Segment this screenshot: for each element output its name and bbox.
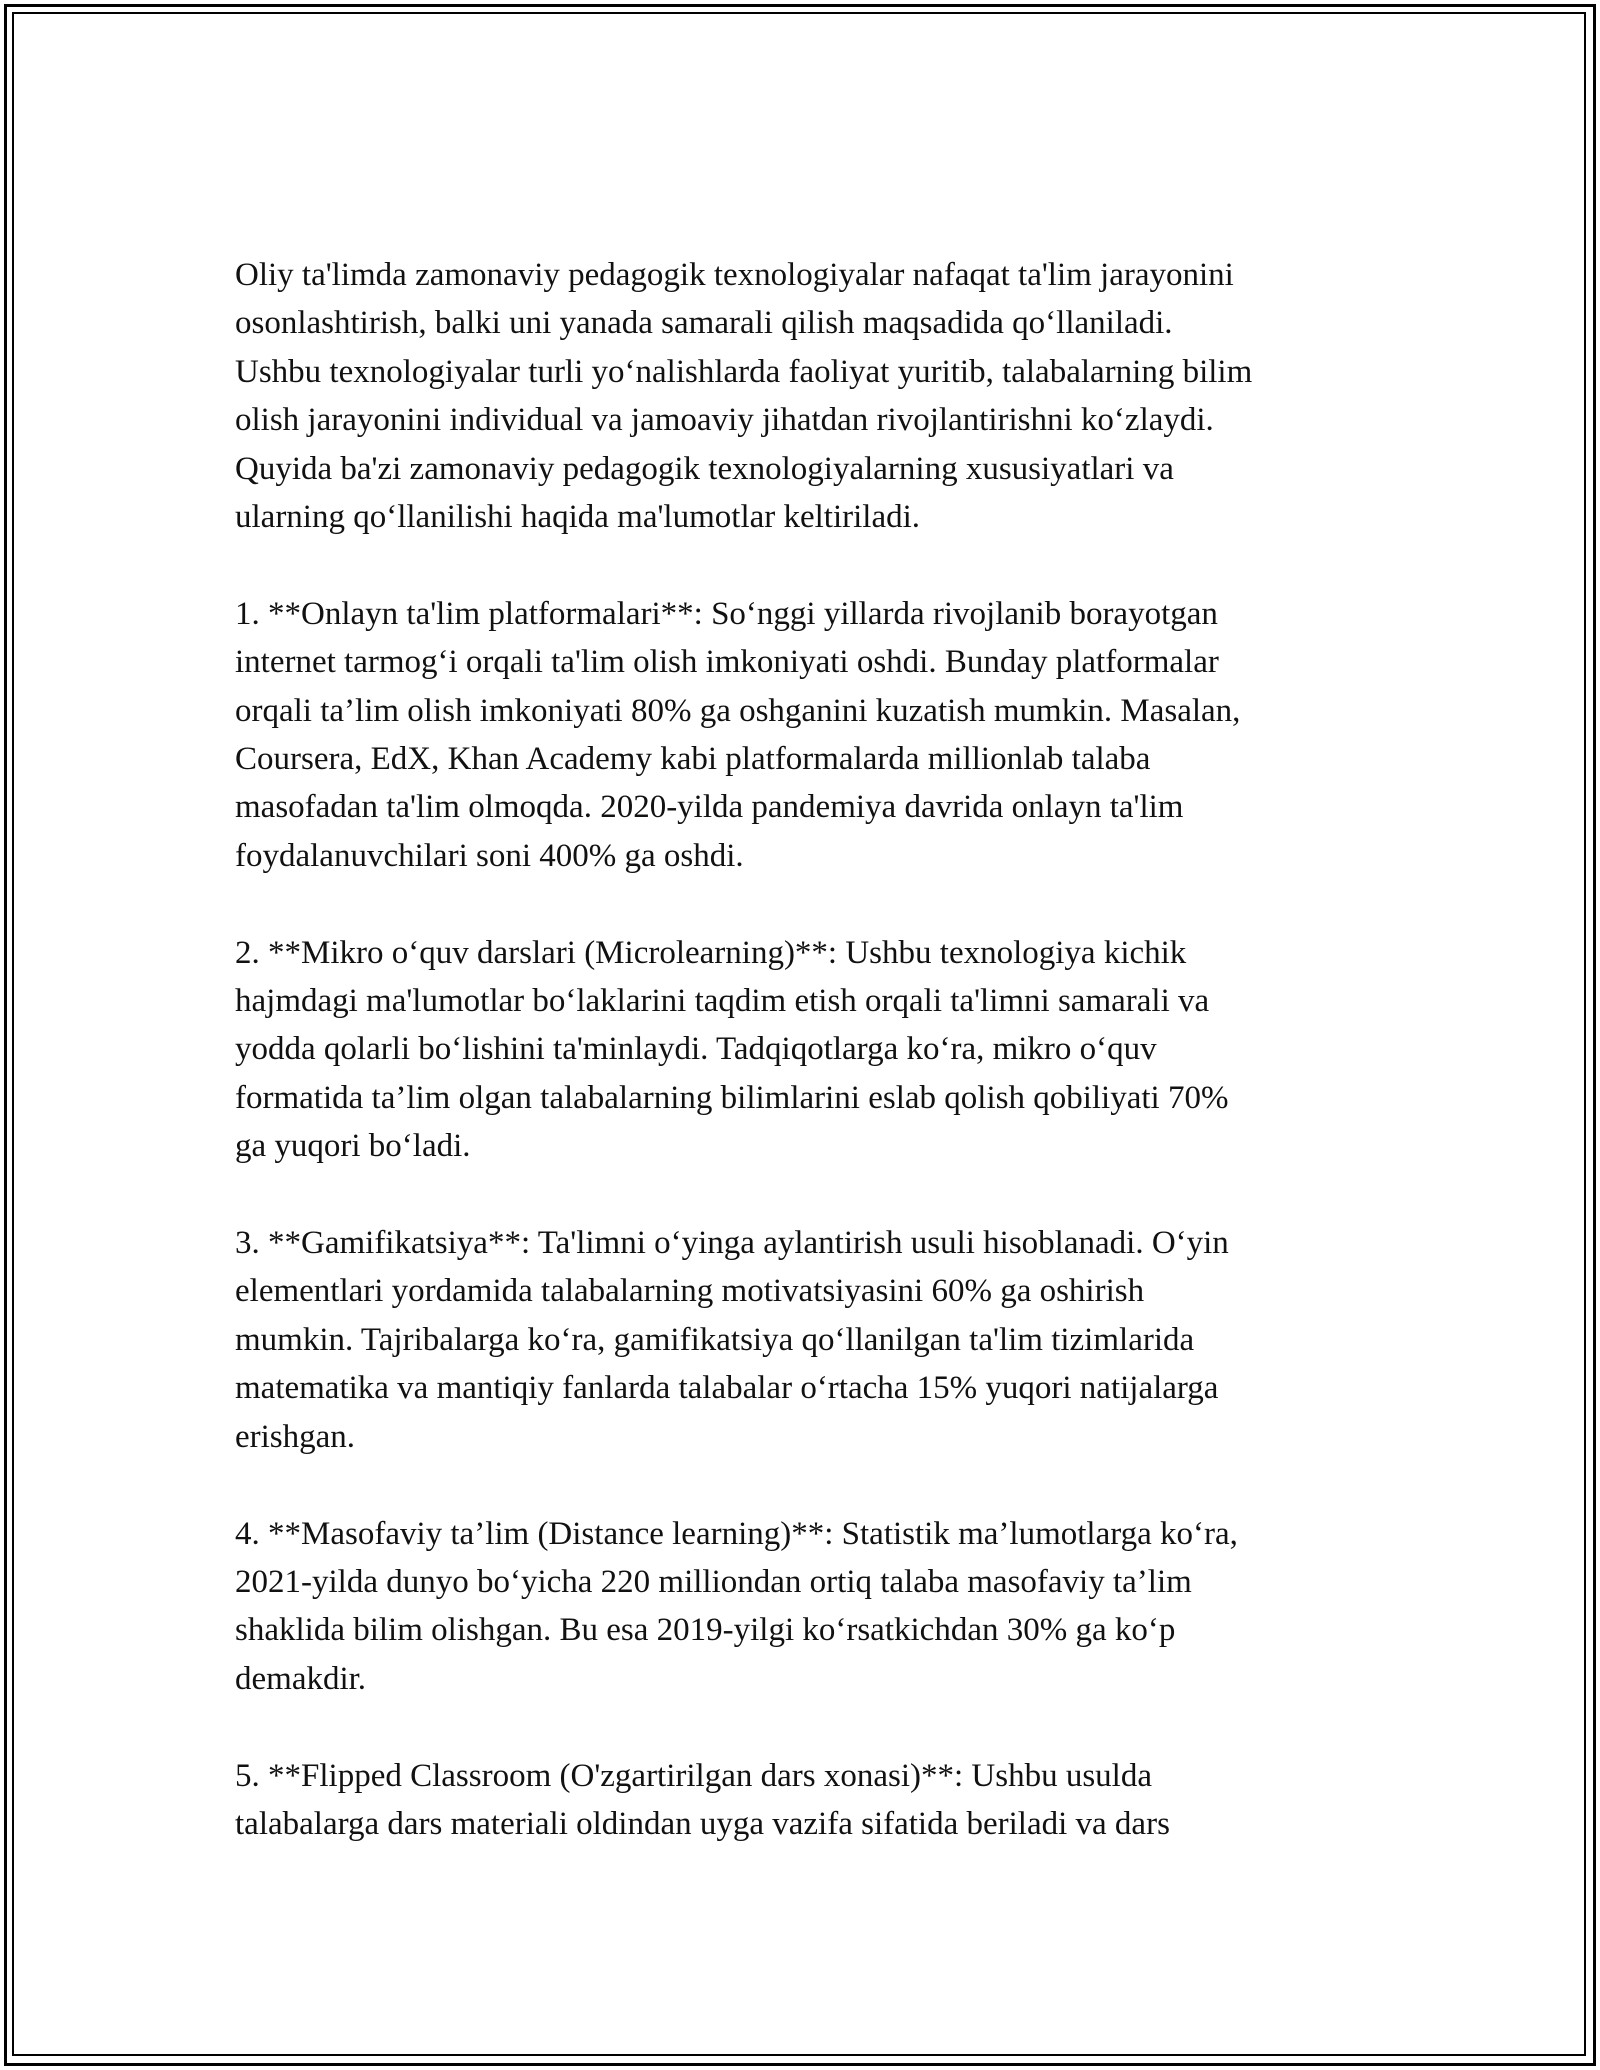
text-line: Coursera, EdX, Khan Academy kabi platformalarda millionlab talaba <box>235 741 1151 778</box>
text-line: 5. **Flipped Classroom (O'zgartirilgan dars xonasi)**: Ushbu usulda <box>235 1757 1152 1794</box>
text-line: 2. **Mikro o‘quv darslari (Microlearning)**: Ushbu texnologiya kichik <box>235 934 1187 971</box>
text-line: olish jarayonini individual va jamoaviy jihatdan rivojlantirishni ko‘zlaydi. <box>235 402 1214 439</box>
intro-paragraph <box>235 251 1405 541</box>
item-flipped-classroom <box>235 1752 1405 1849</box>
text-line: ga yuqori bo‘ladi. <box>235 1128 471 1165</box>
text-line: orqali ta’lim olish imkoniyati 80% ga oshganini kuzatish mumkin. Masalan, <box>235 692 1241 729</box>
text-line: osonlashtirish, balki uni yanada samarali qilish maqsadida qo‘llaniladi. <box>235 305 1173 342</box>
text-line: Ushbu texnologiyalar turli yo‘nalishlarda faoliyat yuritib, talabalarning bilim <box>235 353 1253 390</box>
text-line: elementlari yordamida talabalarning motivatsiyasini 60% ga oshirish <box>235 1273 1145 1310</box>
text-line: formatida ta’lim olgan talabalarning bilimlarini eslab qolish qobiliyati 70% <box>235 1079 1229 1116</box>
document-body <box>235 251 1405 1897</box>
item-microlearning <box>235 929 1405 1171</box>
text-line: erishgan. <box>235 1418 356 1455</box>
item-gamification <box>235 1219 1405 1461</box>
item-distance-learning <box>235 1510 1405 1704</box>
text-line: masofadan ta'lim olmoqda. 2020-yilda pandemiya davrida onlayn ta'lim <box>235 789 1184 826</box>
text-line: 2021-yilda dunyo bo‘yicha 220 milliondan ortiq talaba masofaviy ta’lim <box>235 1563 1192 1600</box>
text-line: foydalanuvchilari soni 400% ga oshdi. <box>235 837 744 874</box>
text-line: matematika va mantiqiy fanlarda talabalar o‘rtacha 15% yuqori natijalarga <box>235 1370 1219 1407</box>
text-line: ularning qo‘llanilishi haqida ma'lumotlar keltiriladi. <box>235 499 921 536</box>
text-line: mumkin. Tajribalarga ko‘ra, gamifikatsiya qo‘llanilgan ta'lim tizimlarida <box>235 1321 1195 1358</box>
text-line: Oliy ta'limda zamonaviy pedagogik texnologiyalar nafaqat ta'lim jarayonini <box>235 257 1234 293</box>
text-line: demakdir. <box>235 1660 367 1697</box>
text-line: 3. **Gamifikatsiya**: Ta'limni o‘yinga aylantirish usuli hisoblanadi. O‘yin <box>235 1225 1229 1262</box>
text-line: talabalarga dars materiali oldindan uyga vazifa sifatida beriladi va dars <box>235 1805 1170 1842</box>
text-line: 1. **Onlayn ta'lim platformalari**: So‘nggi yillarda rivojlanib borayotgan <box>235 595 1218 632</box>
text-line: Quyida ba'zi zamonaviy pedagogik texnologiyalarning xususiyatlari va <box>235 450 1174 487</box>
text-line: hajmdagi ma'lumotlar bo‘laklarini taqdim etish orqali ta'limni samarali va <box>235 983 1210 1020</box>
text-line: internet tarmog‘i orqali ta'lim olish imkoniyati oshdi. Bunday platformalar <box>235 644 1219 681</box>
text-line: yodda qolarli bo‘lishini ta'minlaydi. Tadqiqotlarga ko‘ra, mikro o‘quv <box>235 1031 1157 1068</box>
item-online-platforms <box>235 590 1405 880</box>
text-line: 4. **Masofaviy ta’lim (Distance learning)**: Statistik ma’lumotlarga ko‘ra, <box>235 1515 1238 1552</box>
text-line: shaklida bilim olishgan. Bu esa 2019-yilgi ko‘rsatkichdan 30% ga ko‘p <box>235 1612 1176 1649</box>
